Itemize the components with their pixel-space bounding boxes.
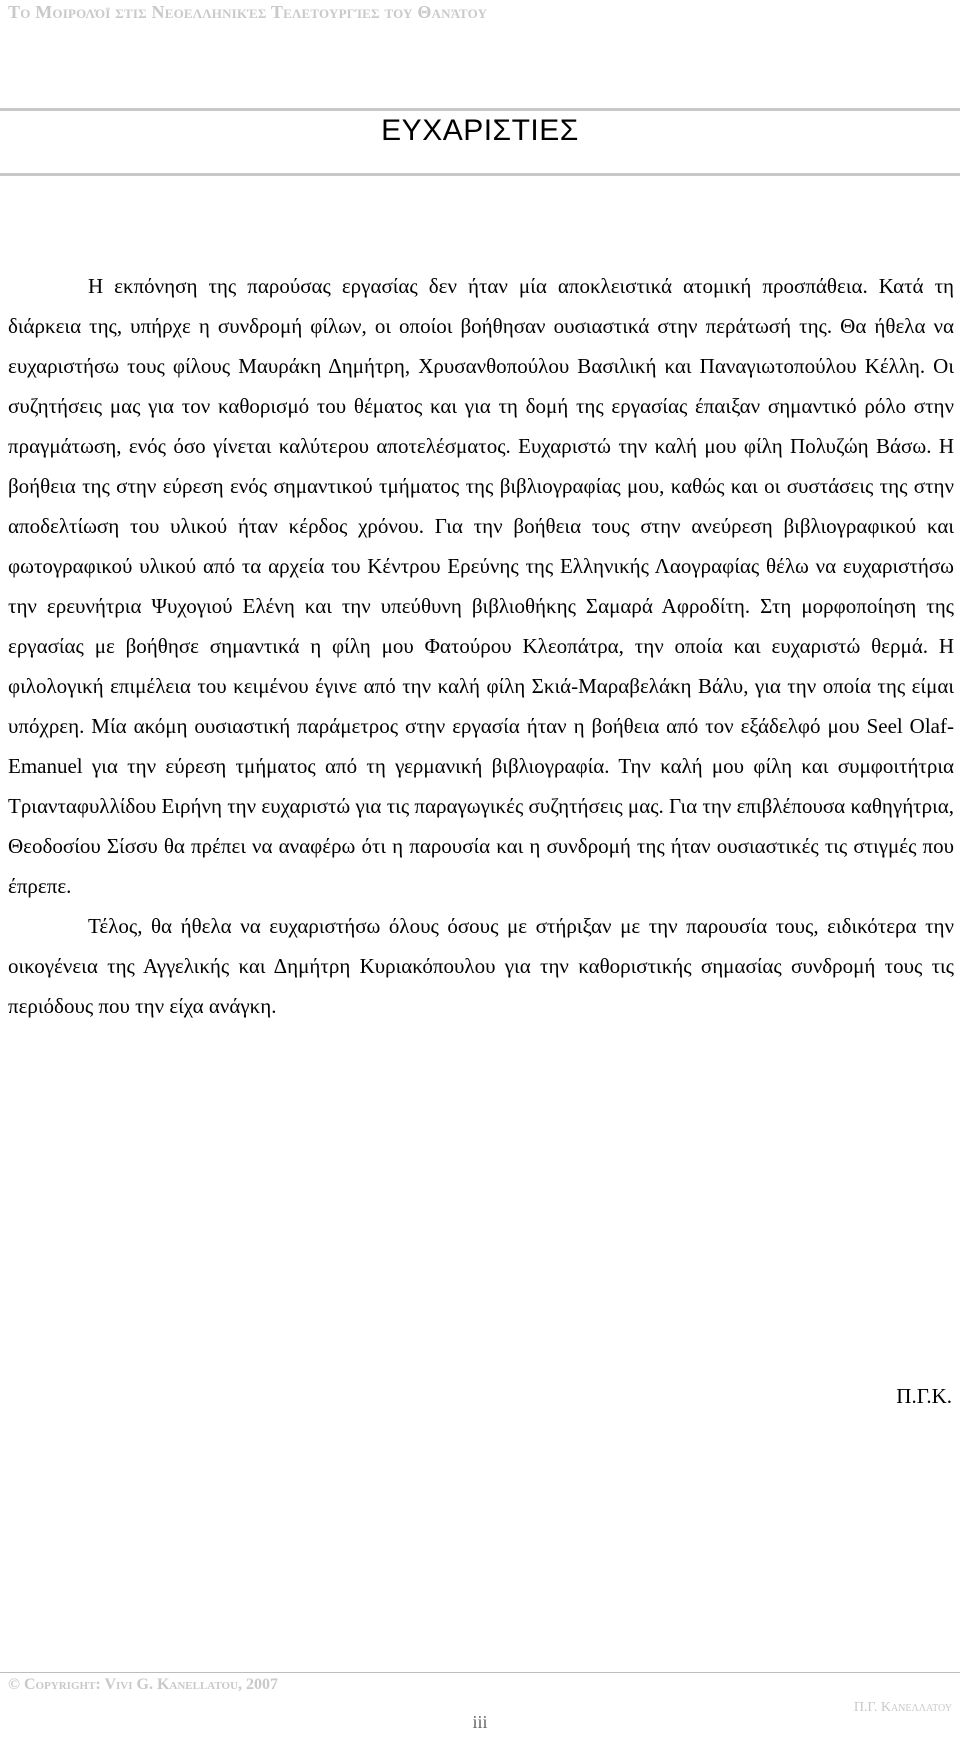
- footer-rule: [0, 1672, 960, 1673]
- copyright-notice: © Copyright: Vivi G. Kanellatou, 2007: [8, 1676, 279, 1693]
- signature-initials: Π.Γ.Κ.: [896, 1384, 952, 1408]
- running-head: Το Μοιρολόϊ στις Νεοελληνικές Τελετουργίες του Θανάτου: [8, 2, 488, 22]
- page-number: iii: [472, 1712, 488, 1732]
- title-rule: [0, 173, 960, 176]
- header-rule: [0, 108, 960, 111]
- page-title: ΕΥΧΑΡΙΣΤΙΕΣ: [381, 114, 579, 147]
- paragraph-2: Τέλος, θα ήθελα να ευχαριστήσω όλους όσους με στήριξαν με την παρουσία τους, ειδικότερα την οικογένεια της Αγγελικής και Δημήτρη Κυριακόπουλου για την καθοριστικής σημασίας συνδρομή τους τις περιόδους που την είχα ανάγκη.: [8, 914, 954, 1018]
- paragraph-1: Η εκπόνηση της παρούσας εργασίας δεν ήταν μία αποκλειστικά ατομική προσπάθεια. Κατά τη διάρκεια της, υπήρχε η συνδρομή φίλων, οι οποίοι βοήθησαν ουσιαστικά στην περάτωσή της. Θα ήθελα να ευχαριστήσω τους φίλους Μαυράκη Δημήτρη, Χρυσανθοπούλου Βασιλική και Παναγιωτοπούλου Κέλλη. Οι συζητήσεις μας για τον καθορισμό του θέματος και για τη δομή της εργασίας έπαιξαν σημαντικό ρόλο στην πραγμάτωση, ενός όσο γίνεται καλύτερου αποτελέσματος. Ευχαριστώ την καλή μου φίλη Πολυζώη Βάσω. Η βοήθεια της στην εύρεση ενός σημαντικού τμήματος της βιβλιογραφίας μου, καθώς και οι συστάσεις της στην αποδελτίωση του υλικού ήταν κέρδος χρόνου. Για την βοήθεια τους στην ανεύρεση βιβλιογραφικού και φωτογραφικού υλικού από τα αρχεία του Κέντρου Ερεύνης της Ελληνικής Λαογραφίας θέλω να ευχαριστήσω την ερευνήτρια Ψυχογιού Ελένη και την υπεύθυνη βιβλιοθήκης Σαμαρά Αφροδίτη. Στη μορφοποίηση της εργασίας με βοήθησε σημαντικά η φίλη μου Φατούρου Κλεοπάτρα, την οποία και ευχαριστώ θερμά. Η φιλολογική επιμέλεια του κειμένου έγινε από την καλή φίλη Σκιά-Μαραβελάκη Βάλυ, για την οποία της είμαι υπόχρεη. Μία ακόμη ουσιαστική παράμετρος στην εργασία ήταν η βοήθεια από τον εξάδελφό μου Seel Olaf-Emanuel για την εύρεση τμήματος από τη γερμανική βιβλιογραφία. Την καλή μου φίλη και συμφοιτήτρια Τριανταφυλλίδου Ειρήνη την ευχαριστώ για τις παραγωγικές συζητήσεις μας. Για την επιβλέπουσα καθηγήτρια, Θεοδοσίου Σίσσυ θα πρέπει να αναφέρω ότι η παρουσία και η συνδρομή της ήταν ουσιαστικές τις στιγμές που έπρεπε.: [8, 274, 954, 898]
- author-short-name: Π.Γ. Κανελλατου: [853, 1700, 952, 1715]
- acknowledgements-body: [8, 266, 954, 1026]
